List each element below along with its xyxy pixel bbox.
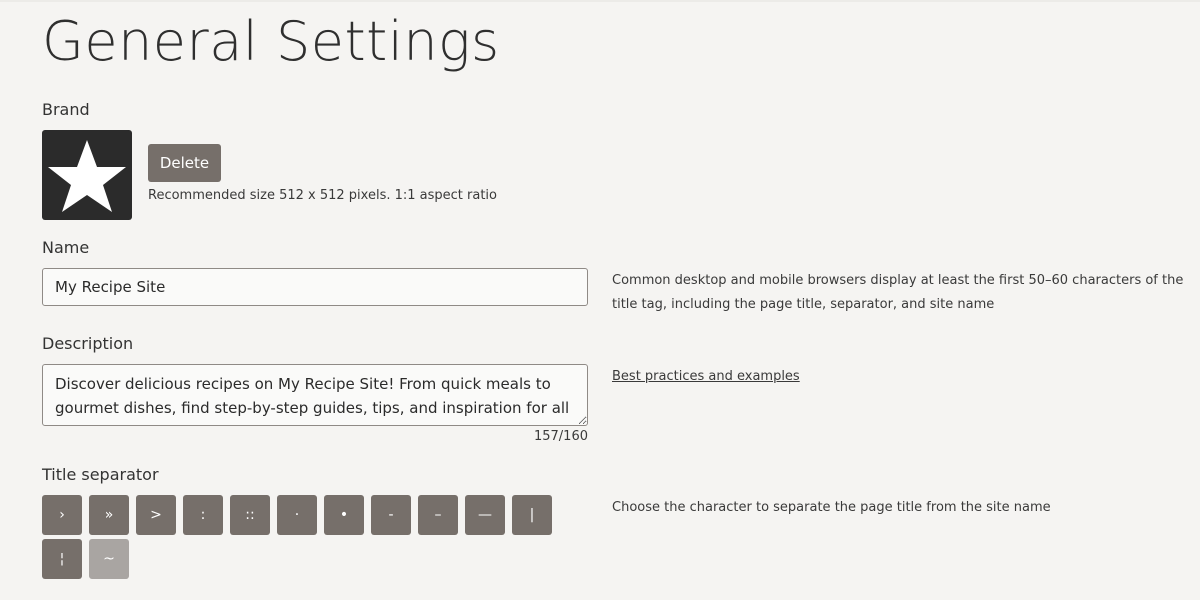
star-icon <box>45 135 129 215</box>
separator-hint: Choose the character to separate the page title from the site name <box>612 500 1051 515</box>
title-separator-label: Title separator <box>42 465 159 484</box>
separator-option-6[interactable]: • <box>324 495 364 535</box>
separator-option-11[interactable]: ¦ <box>42 539 82 579</box>
name-hint-line1: Common desktop and mobile browsers display at least the first 50–60 characters of the <box>612 273 1184 288</box>
top-divider <box>0 0 1200 2</box>
name-hint <box>612 269 1192 317</box>
best-practices-link[interactable]: Best practices and examples <box>612 369 800 384</box>
separator-option-2[interactable]: > <box>136 495 176 535</box>
separator-option-8[interactable]: – <box>418 495 458 535</box>
separator-option-5[interactable]: · <box>277 495 317 535</box>
separator-option-4[interactable]: :: <box>230 495 270 535</box>
description-char-counter: 157/160 <box>533 429 588 444</box>
brand-label: Brand <box>42 100 90 119</box>
name-label: Name <box>42 238 90 257</box>
separator-option-7[interactable]: - <box>371 495 411 535</box>
brand-image[interactable] <box>42 130 132 220</box>
name-input[interactable] <box>42 268 588 306</box>
delete-brand-button[interactable]: Delete <box>148 144 221 182</box>
separator-option-10[interactable]: | <box>512 495 552 535</box>
separator-option-0[interactable]: › <box>42 495 82 535</box>
page-title: General Settings <box>42 10 500 73</box>
description-label: Description <box>42 334 134 353</box>
name-hint-line2: title tag, including the page title, separator, and site name <box>612 297 995 312</box>
description-textarea[interactable] <box>42 364 588 426</box>
brand-hint: Recommended size 512 x 512 pixels. 1:1 aspect ratio <box>148 188 498 203</box>
separator-option-12[interactable]: ~ <box>89 539 129 579</box>
separator-option-3[interactable]: : <box>183 495 223 535</box>
separator-option-1[interactable]: » <box>89 495 129 535</box>
separator-option-9[interactable]: — <box>465 495 505 535</box>
